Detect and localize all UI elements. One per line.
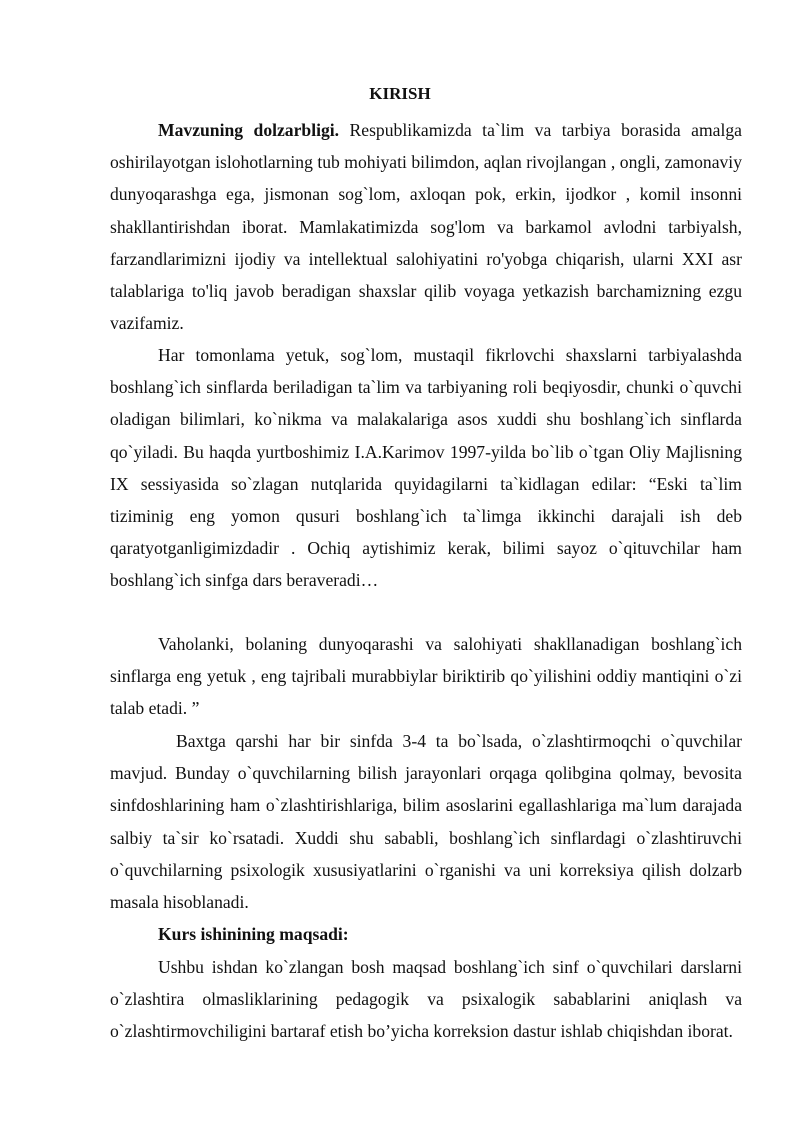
paragraph-lead: Mavzuning dolzarbligi. — [158, 120, 340, 140]
paragraph-text: Baxtga qarshi har bir sinfda 3-4 ta bo`lsada, o`zlashtirmoqchi o`quvchilar mavjud. Bunday o`quvchilarning bilish jarayonlari orqaga qolibgina qolmay, bevosita sinfdoshlarining ham o`zlashtirishlariga, bilim asoslarini egallashlariga ma`lum darajada salbiy ta`sir ko`rsatadi. Xuddi shu sababli, boshlang`ich sinflardagi o`zlashtiruvchi o`quvchilarning psixologik xususiyatlarini o`rganishi va uni korreksiya qilish dolzarb masala hisoblanadi. — [110, 731, 742, 913]
paragraph-goal-heading — [110, 918, 742, 950]
paragraph-text: Vaholanki, bolaning dunyoqarashi va salohiyati shakllanadigan boshlang`ich sinflarga eng yetuk , eng tajribali murabbiylar biriktirib qo`yilishini oddiy mantiqini o`zi talab etadi. ” — [110, 634, 742, 719]
paragraph-text: Respublikamizda ta`lim va tarbiya borasida amalga oshirilayotgan islohotlarning tub mohiyati bilimdon, aqlan rivojlangan , ongli, zamonaviy dunyoqarashga ega, jismonan sog`lom, axloqan pok, erkin, ijodkor , komil insonni shakllantirishdan iborat. Mamlakatimizda sog'lom va barkamol avlodni tarbiyalsh, farzandlarimizni ijodiy va intellektual salohiyatini ro'yobga chiqarish, ularni XXI asr talablariga to'liq javob beradigan shaxslar qilib voyaga yetkazish barchamizning ezgu vazifamiz. — [110, 120, 742, 334]
paragraph-underachievers — [110, 725, 742, 918]
paragraph-lead: Kurs ishinining maqsadi: — [158, 924, 349, 944]
paragraph-text: Har tomonlama yetuk, sog`lom, mustaqil fikrlovchi shaxslarni tarbiyalashda boshlang`ich sinflarda beriladigan ta`lim va tarbiyaning roli beqiyosdir, chunki o`quvchi oladigan bilimlari, ko`nikma va malakalariga asos xuddi shu boshlang`ich sinflarda qo`yiladi. Bu haqda yurtboshimiz I.A.Karimov 1997-yilda bo`lib o`tgan Oliy Majlisning IX sessiyasida so`zlagan nutqlarida quyidagilarni ta`kidlagan edilar: “Eski ta`lim tiziminig eng yomon qusuri boshlang`ich ta`limga ikkinchi darajali ish deb qaratyotganligimizdadir . Ochiq aytishimiz kerak, bilimi sayoz o`qituvchilar ham boshlang`ich sinfga dars beraveradi… — [110, 345, 742, 591]
paragraph-primary-education — [110, 339, 742, 597]
paragraph-teachers — [110, 628, 742, 725]
paragraph-goal — [110, 951, 742, 1048]
paragraph-text: Ushbu ishdan ko`zlangan bosh maqsad boshlang`ich sinf o`quvchilari darslarni o`zlashtira olmasliklarining pedagogik va psixalogik sabablarini aniqlash va o`zlashtirmovchiligini bartaraf etish bo’yicha korreksion dastur ishlab chiqishdan iborat. — [110, 957, 742, 1042]
page-title: KIRISH — [369, 84, 431, 103]
paragraph-relevance — [110, 114, 742, 339]
